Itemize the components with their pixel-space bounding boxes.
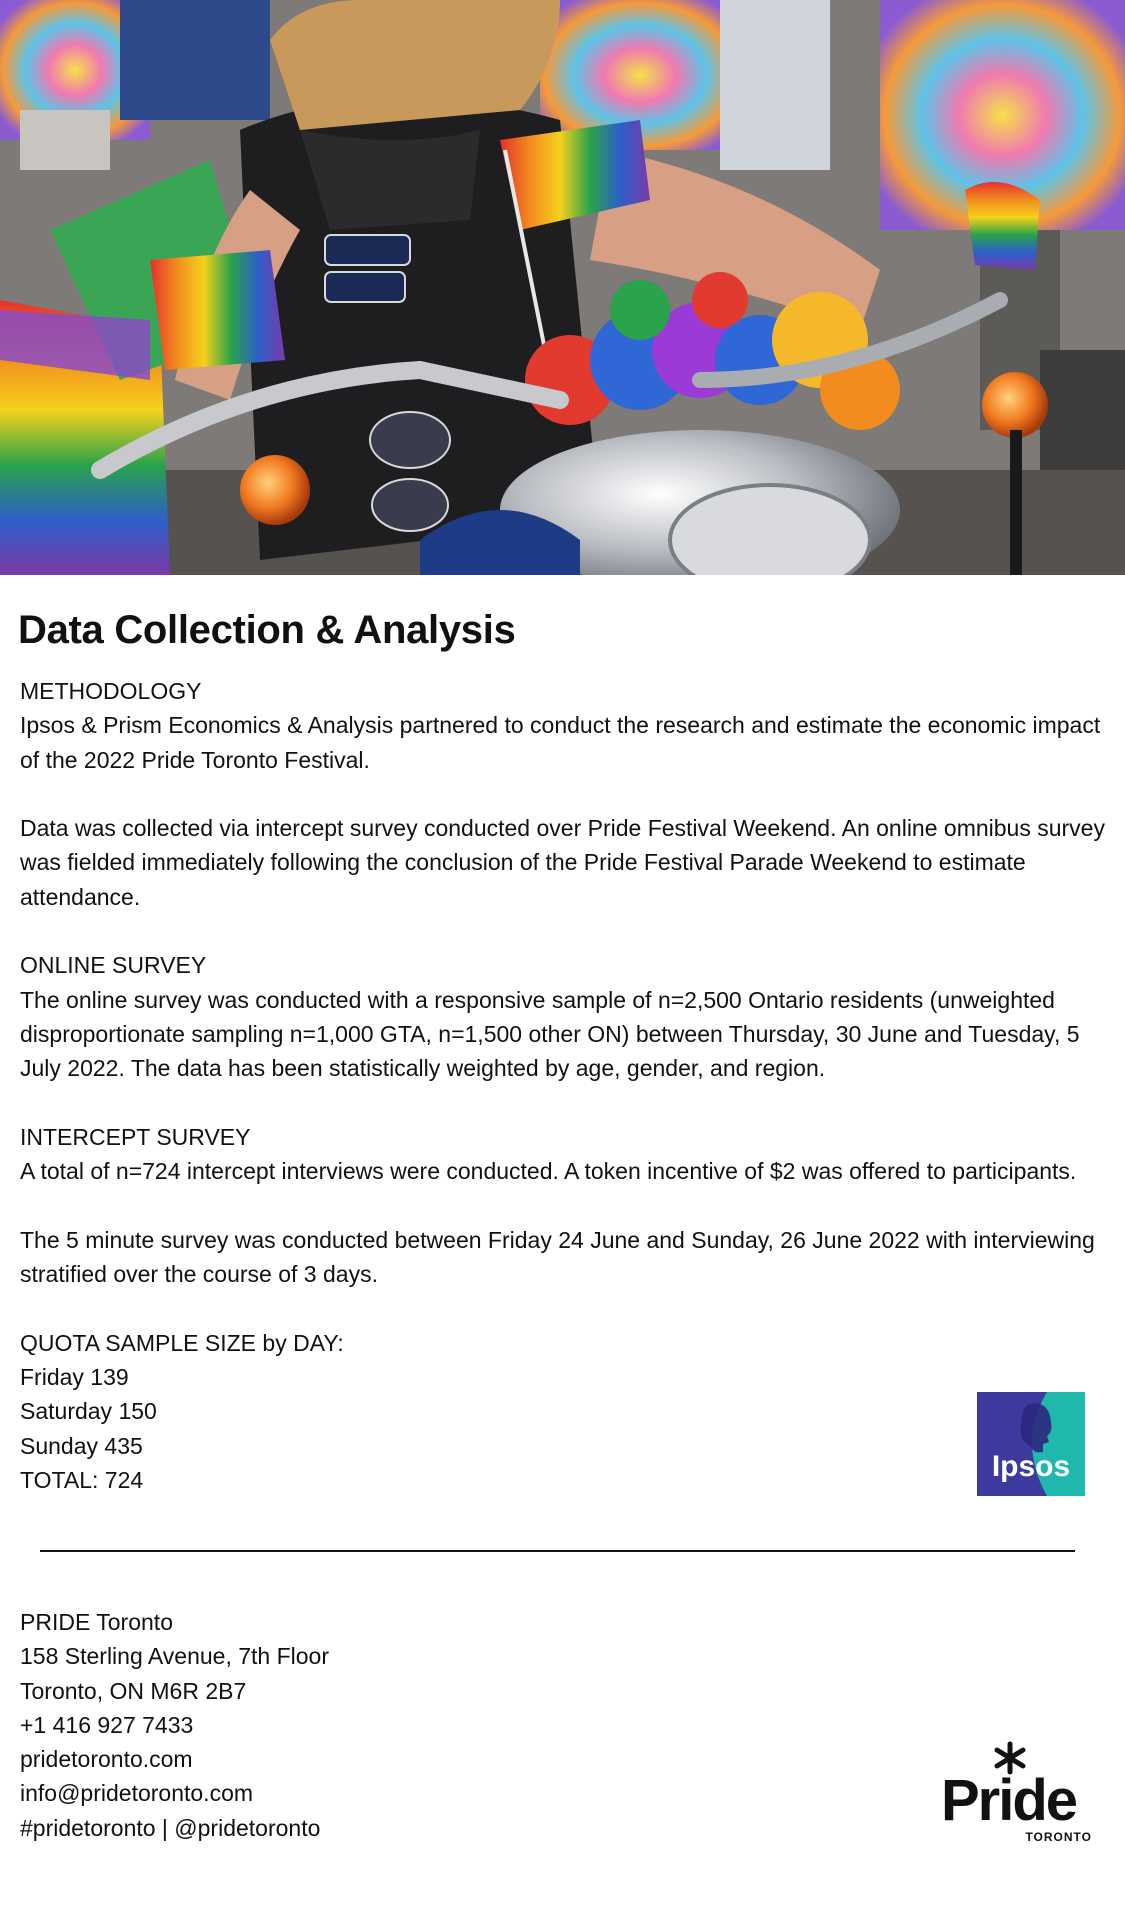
page-title: Data Collection & Analysis	[18, 608, 516, 652]
hero-photo-illustration	[0, 0, 1125, 575]
intercept-survey-paragraph-1: A total of n=724 intercept interviews were conducted. A token incentive of $2 was offered to participants.	[20, 1158, 1077, 1185]
pride-logo	[937, 1740, 1097, 1845]
footer-social: #pridetoronto | @pridetoronto	[20, 1814, 321, 1841]
spacer	[20, 1188, 1110, 1222]
methodology-paragraph-2: Data was collected via intercept survey conducted over Pride Festival Weekend. An online omnibus survey was fielded immediately following the conclusion of the Pride Festival Parade Weekend to estimate attendance.	[20, 815, 1105, 910]
footer-address-line-1: 158 Sterling Avenue, 7th Floor	[20, 1643, 330, 1670]
online-survey-label: ONLINE SURVEY	[20, 952, 207, 979]
online-survey-paragraph: The online survey was conducted with a responsive sample of n=2,500 Ontario residents (unweighted disproportionate sampling n=1,000 GTA, n=1,500 other ON) between Thursday, 30 June and Tuesday, 5 July 2022. The data has been statistically weighted by age, gender, and region.	[20, 986, 1080, 1082]
intercept-survey-paragraph-2: The 5 minute survey was conducted between Friday 24 June and Sunday, 26 June 2022 with interviewing stratified over the course of 3 days.	[20, 1226, 1095, 1288]
pride-logo-subtext: TORONTO	[1025, 1830, 1092, 1844]
ipsos-logo	[977, 1392, 1085, 1496]
quota-row-sunday: Sunday 435	[20, 1432, 143, 1459]
intercept-survey-label: INTERCEPT SURVEY	[20, 1123, 251, 1150]
quota-row-total: TOTAL: 724	[20, 1466, 144, 1493]
footer-email: info@pridetoronto.com	[20, 1780, 254, 1807]
footer-contact	[20, 1605, 329, 1845]
spacer	[20, 1086, 1110, 1120]
spacer	[20, 777, 1110, 811]
ipsos-logo-text: Ipsos	[991, 1450, 1071, 1483]
footer-website: pridetoronto.com	[20, 1746, 193, 1773]
pride-logo-text: Pride	[941, 1768, 1077, 1833]
footer-org: PRIDE Toronto	[20, 1609, 173, 1635]
footer-address-line-2: Toronto, ON M6R 2B7	[20, 1677, 247, 1704]
quota-row-saturday: Saturday 150	[20, 1398, 157, 1425]
body-text	[20, 674, 1110, 1497]
pride-logo-icon	[937, 1740, 1097, 1845]
quota-row-friday: Friday 139	[20, 1363, 129, 1390]
spacer	[20, 1291, 1110, 1325]
footer-phone: +1 416 927 7433	[20, 1711, 194, 1738]
methodology-label: METHODOLOGY	[20, 678, 202, 704]
quota-label: QUOTA SAMPLE SIZE by DAY:	[20, 1329, 344, 1356]
divider	[40, 1550, 1075, 1552]
hero-photo	[0, 0, 1125, 575]
spacer	[20, 914, 1110, 948]
ipsos-logo-icon	[977, 1392, 1085, 1496]
methodology-paragraph-1: Ipsos & Prism Economics & Analysis partnered to conduct the research and estimate the economic impact of the 2022 Pride Toronto Festival.	[20, 712, 1101, 773]
